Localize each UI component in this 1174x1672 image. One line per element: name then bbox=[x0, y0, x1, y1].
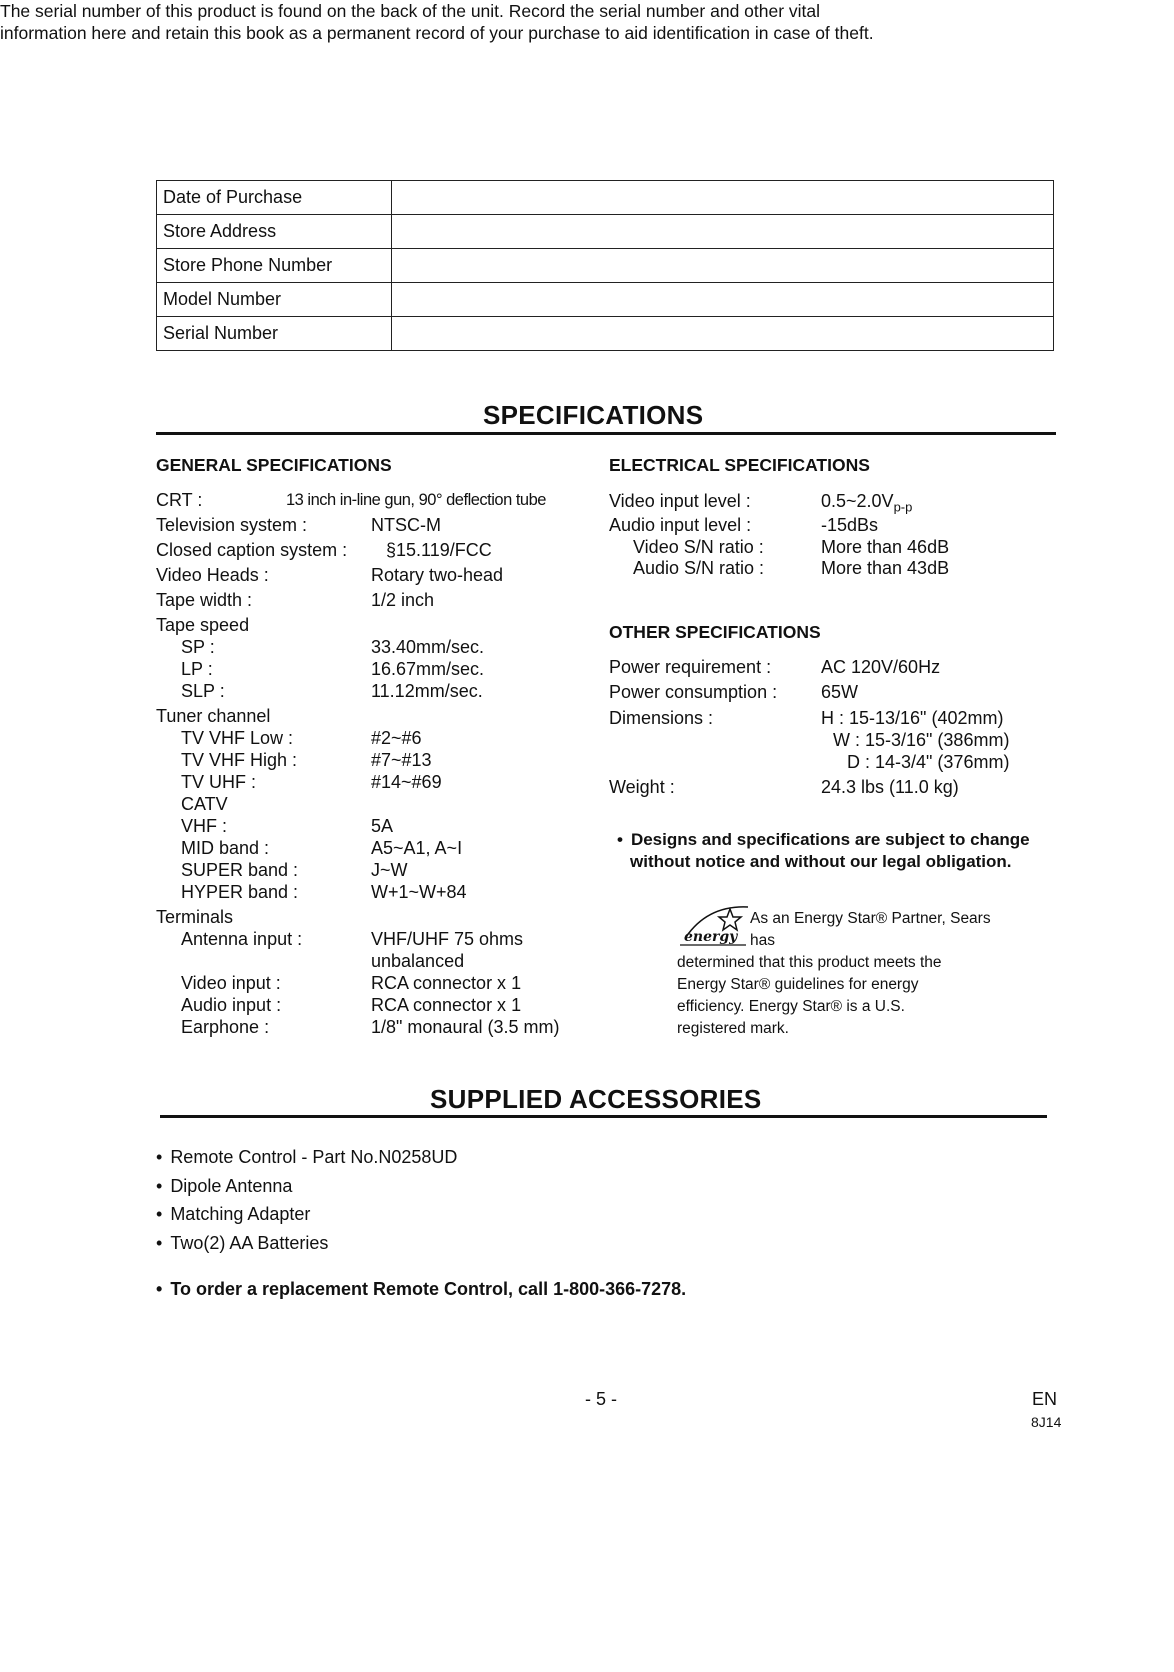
table-row bbox=[157, 317, 1054, 351]
spec-label: VHF : bbox=[181, 816, 228, 836]
spec-label: Earphone : bbox=[181, 1017, 270, 1037]
list-item: • Two(2) AA Batteries bbox=[156, 1233, 457, 1262]
energy-star-logo-icon bbox=[678, 903, 750, 947]
spec-value: #7~#13 bbox=[371, 750, 432, 770]
spec-value: 1/8" monaural (3.5 mm) bbox=[371, 1017, 560, 1037]
spec-value: 11.12mm/sec. bbox=[371, 681, 483, 701]
spec-value: 16.67mm/sec. bbox=[371, 659, 485, 679]
list-item: • Matching Adapter bbox=[156, 1204, 457, 1233]
spec-label: Television system : bbox=[156, 515, 308, 535]
spec-label: TV VHF High : bbox=[181, 750, 298, 770]
other-spec-heading: OTHER SPECIFICATIONS bbox=[609, 622, 821, 642]
spec-value: RCA connector x 1 bbox=[371, 995, 522, 1015]
spec-label: Antenna input : bbox=[181, 929, 303, 949]
spec-label: Video input level : bbox=[609, 491, 751, 511]
record-label: Date of Purchase bbox=[157, 181, 392, 215]
spec-value: 1/2 inch bbox=[371, 590, 435, 610]
spec-value: D : 14-3/4" (376mm) bbox=[847, 752, 1010, 772]
spec-label: Audio input : bbox=[181, 995, 282, 1015]
spec-label: HYPER band : bbox=[181, 882, 299, 902]
electrical-spec-heading: ELECTRICAL SPECIFICATIONS bbox=[609, 455, 870, 475]
spec-value: -15dBs bbox=[821, 515, 879, 535]
list-item: • Dipole Antenna bbox=[156, 1176, 457, 1205]
bullet-dot bbox=[617, 830, 631, 849]
record-field[interactable] bbox=[392, 181, 1054, 215]
spec-label: TV UHF : bbox=[181, 772, 256, 792]
accessories-list bbox=[156, 1147, 457, 1261]
spec-label: SP : bbox=[181, 637, 215, 657]
spec-value: NTSC-M bbox=[371, 515, 441, 535]
spec-label: MID band : bbox=[181, 838, 270, 858]
page-number: - 5 - bbox=[585, 1389, 618, 1409]
record-field[interactable] bbox=[392, 283, 1054, 317]
record-field[interactable] bbox=[392, 249, 1054, 283]
spec-label: CRT : bbox=[156, 490, 203, 510]
section-divider bbox=[160, 1115, 1047, 1118]
spec-label: Audio input level : bbox=[609, 515, 752, 535]
spec-value: W : 15-3/16" (386mm) bbox=[833, 730, 1010, 750]
spec-label: Video S/N ratio : bbox=[633, 537, 764, 557]
spec-disclaimer bbox=[617, 829, 1040, 873]
spec-value: RCA connector x 1 bbox=[371, 973, 522, 993]
energy-star-intro: As an Energy Star® Partner, Sears has bbox=[750, 910, 991, 949]
spec-label: Tuner channel bbox=[156, 706, 271, 726]
record-label: Model Number bbox=[157, 283, 392, 317]
spec-label: Tape speed bbox=[156, 615, 250, 635]
record-label: Serial Number bbox=[157, 317, 392, 351]
language-code: EN bbox=[1032, 1389, 1058, 1409]
spec-value: 24.3 lbs (11.0 kg) bbox=[821, 777, 959, 797]
spec-label: SUPER band : bbox=[181, 860, 299, 880]
bullet-dot bbox=[156, 1279, 170, 1299]
spec-value: 33.40mm/sec. bbox=[371, 637, 485, 657]
table-row bbox=[157, 249, 1054, 283]
table-row bbox=[157, 283, 1054, 317]
spec-label: Audio S/N ratio : bbox=[633, 558, 765, 578]
spec-value: 5A bbox=[371, 816, 394, 836]
intro-paragraph: The serial number of this product is found on the back of the unit. Record the serial number and other vital information here and retain this book as a permanent record of your purchase to aid identification in case of theft. bbox=[0, 1, 874, 43]
spec-label: Video Heads : bbox=[156, 565, 269, 585]
table-row bbox=[157, 215, 1054, 249]
spec-label: Power requirement : bbox=[609, 657, 772, 677]
energy-star-text: determined that this product meets the Energy Star® guidelines for energy efficiency. Energy Star® is a U.S. registered mark. bbox=[677, 954, 942, 1037]
spec-label: SLP : bbox=[181, 681, 225, 701]
document-code: 8J14 bbox=[1031, 1414, 1062, 1430]
spec-value: W+1~W+84 bbox=[371, 882, 467, 902]
spec-label: Video input : bbox=[181, 973, 281, 993]
record-label: Store Address bbox=[157, 215, 392, 249]
spec-label: Tape width : bbox=[156, 590, 253, 610]
spec-label: LP : bbox=[181, 659, 213, 679]
accessories-title: SUPPLIED ACCESSORIES bbox=[430, 1084, 762, 1114]
spec-disclaimer-text: Designs and specifications are subject to change without notice and without our legal obligation. bbox=[630, 830, 1030, 871]
spec-label: Closed caption system : bbox=[156, 540, 348, 560]
spec-value: 65W bbox=[821, 682, 859, 702]
spec-value: J~W bbox=[371, 860, 408, 880]
spec-value: VHF/UHF 75 ohms bbox=[371, 929, 524, 949]
table-row bbox=[157, 181, 1054, 215]
record-field[interactable] bbox=[392, 317, 1054, 351]
spec-value: A5~A1, A~I bbox=[371, 838, 463, 858]
spec-value: #14~#69 bbox=[371, 772, 442, 792]
general-spec-heading: GENERAL SPECIFICATIONS bbox=[156, 455, 392, 475]
specifications-title: SPECIFICATIONS bbox=[483, 400, 704, 430]
spec-value: unbalanced bbox=[371, 951, 465, 971]
spec-value: §15.119/FCC bbox=[386, 540, 492, 560]
spec-value: More than 46dB bbox=[821, 537, 950, 557]
order-note bbox=[156, 1278, 686, 1300]
spec-label: Terminals bbox=[156, 907, 234, 927]
spec-value: #2~#6 bbox=[371, 728, 422, 748]
spec-label: Power consumption : bbox=[609, 682, 778, 702]
list-item: • Remote Control - Part No.N0258UD bbox=[156, 1147, 457, 1176]
spec-label: CATV bbox=[181, 794, 228, 814]
order-note-text: To order a replacement Remote Control, call 1-800-366-7278. bbox=[170, 1279, 687, 1299]
record-label: Store Phone Number bbox=[157, 249, 392, 283]
spec-value-main: 0.5~2.0V bbox=[821, 491, 894, 511]
purchase-record-table bbox=[156, 180, 1054, 351]
spec-label: TV VHF Low : bbox=[181, 728, 294, 748]
energy-star-logo-text: energy bbox=[684, 929, 738, 945]
spec-value: More than 43dB bbox=[821, 558, 950, 578]
spec-value: H : 15-13/16" (402mm) bbox=[821, 708, 1004, 728]
spec-label: Weight : bbox=[609, 777, 675, 797]
spec-value-sub: p-p bbox=[893, 499, 913, 515]
spec-value: AC 120V/60Hz bbox=[821, 657, 941, 677]
spec-value: Rotary two-head bbox=[371, 565, 504, 585]
spec-value: 13 inch in-line gun, 90° deflection tube bbox=[286, 491, 546, 509]
spec-label: Dimensions : bbox=[609, 708, 714, 728]
section-divider bbox=[156, 432, 1056, 435]
record-field[interactable] bbox=[392, 215, 1054, 249]
